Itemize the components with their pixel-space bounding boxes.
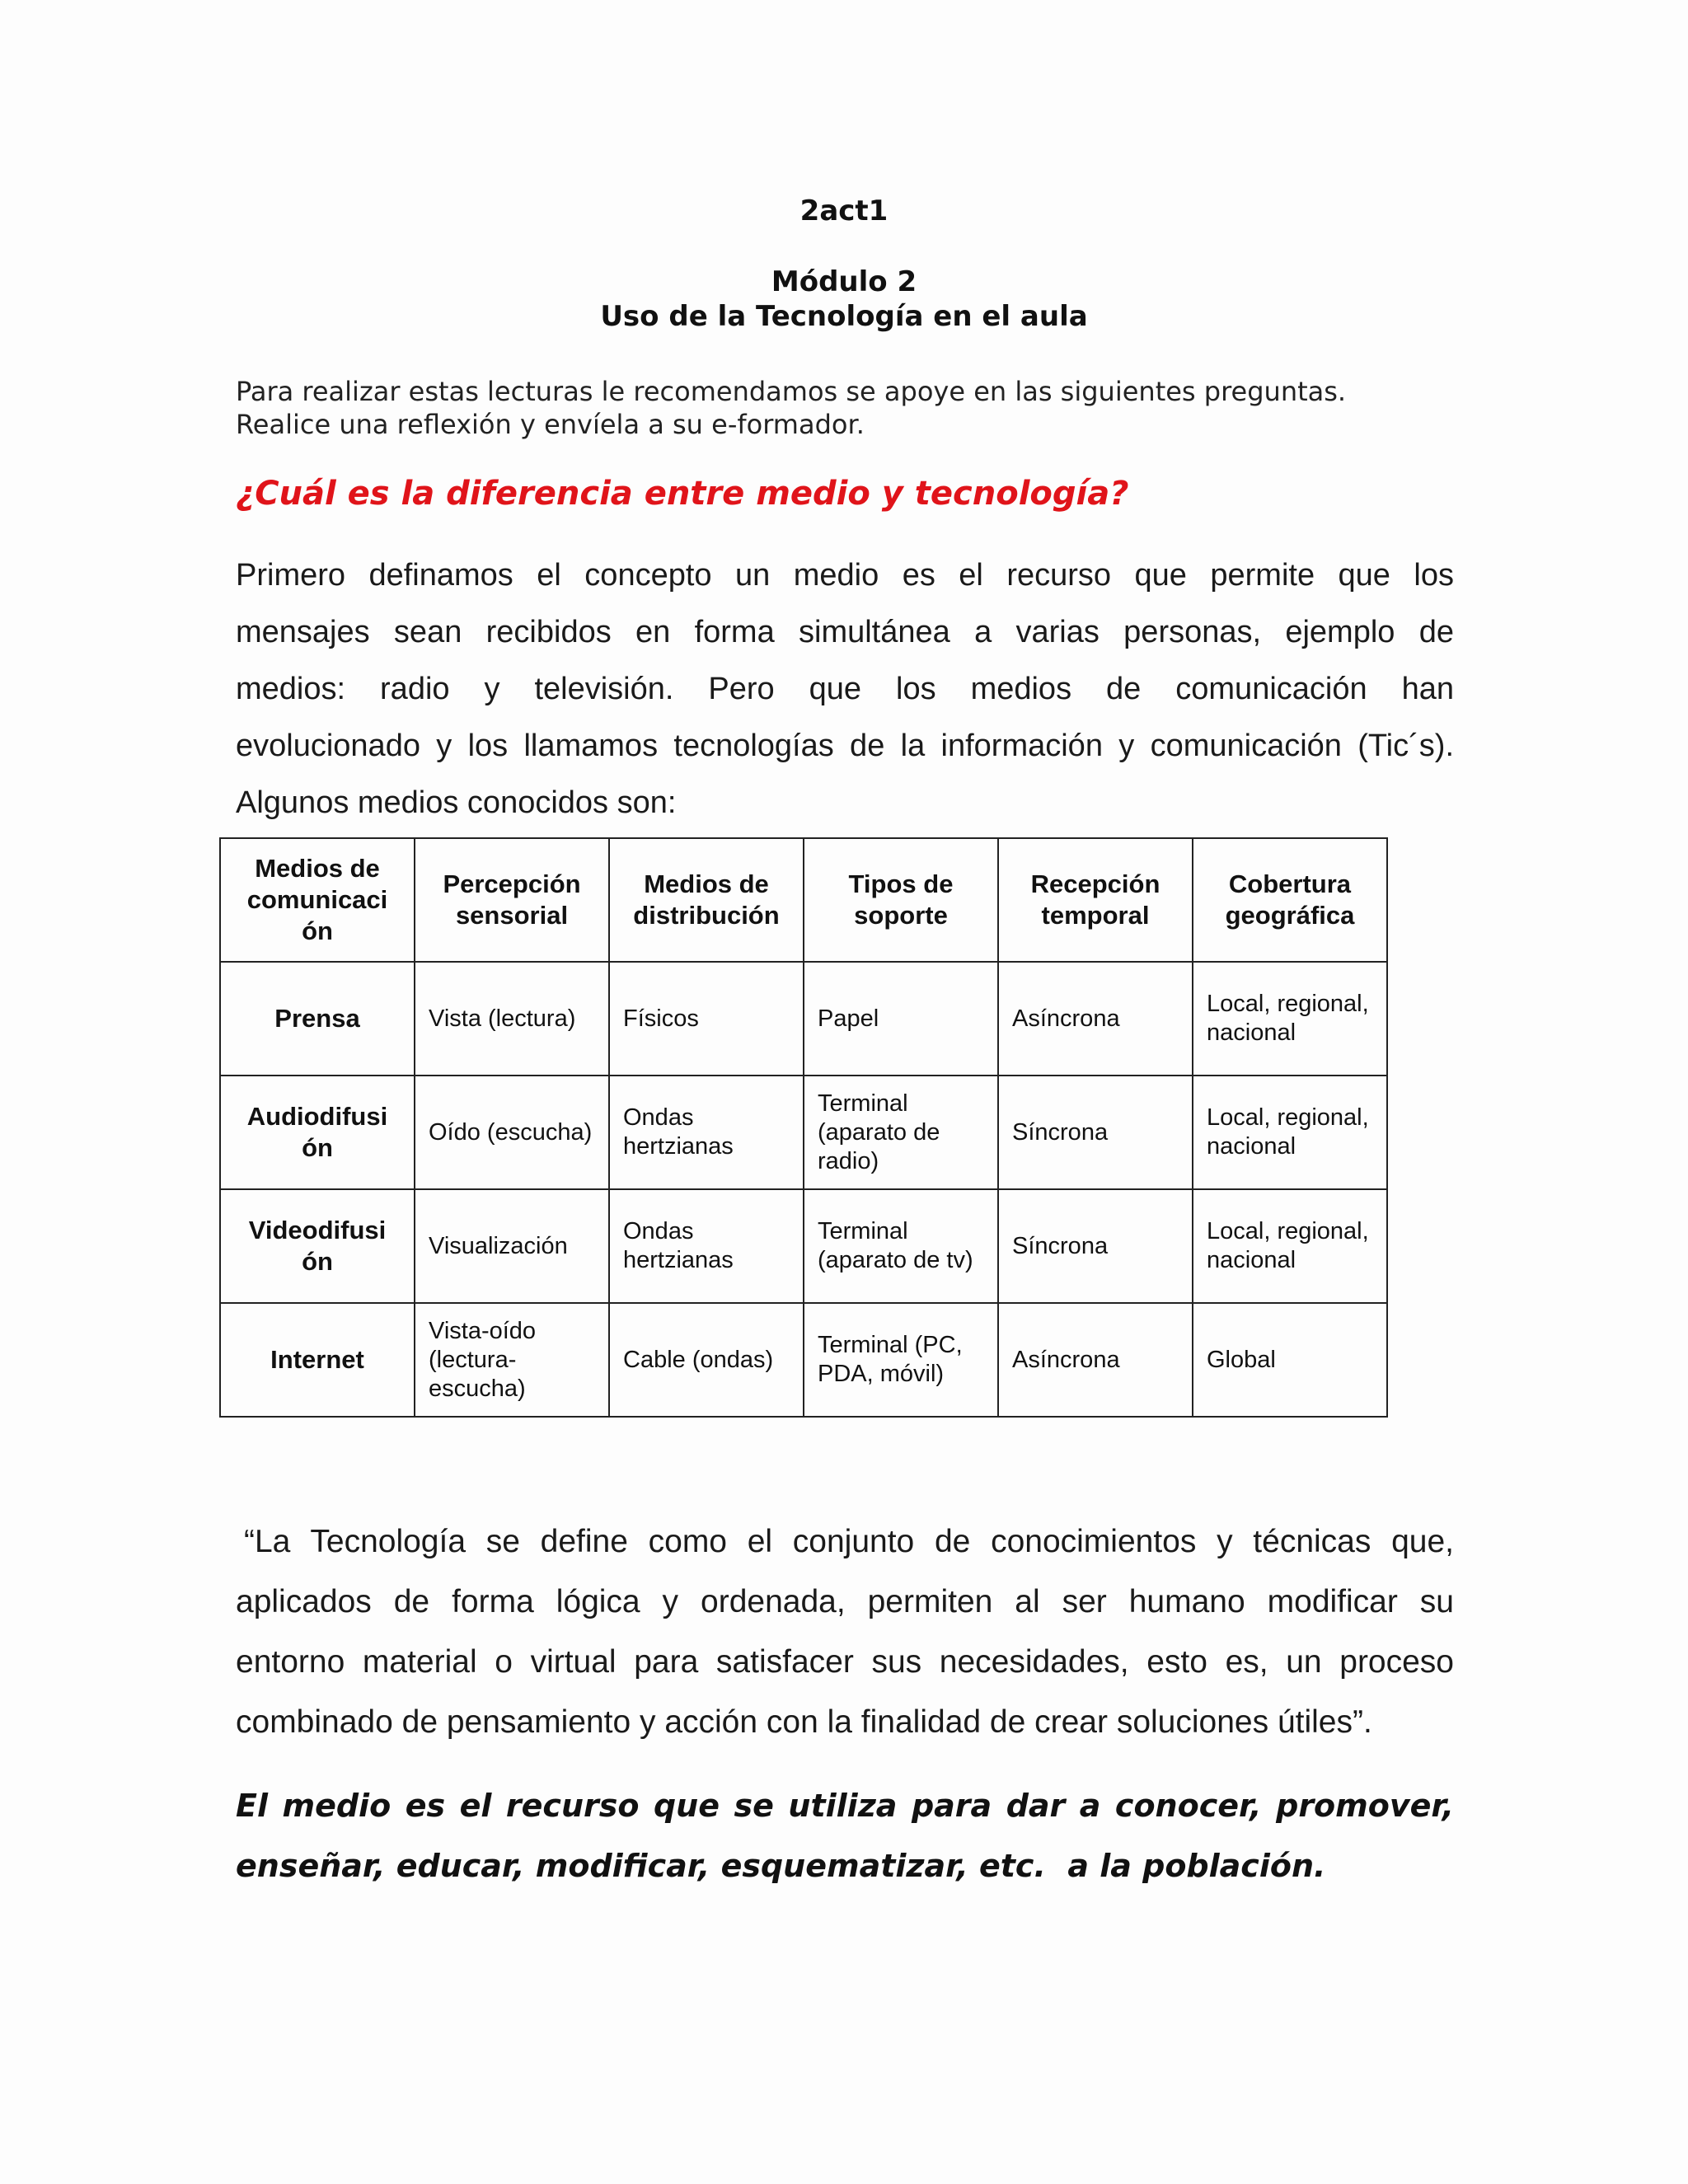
quote-line: combinado de pensamiento y acción con la finalidad de crear soluciones útiles”. — [236, 1704, 1372, 1740]
paragraph-line: Primero definamos el concepto un medio es el recurso que permite que los — [236, 558, 1454, 593]
question-heading: ¿Cuál es la diferencia entre medio y tecnología? — [236, 475, 1129, 513]
document-id: 2act1 — [799, 194, 889, 227]
table-header-row — [220, 838, 1387, 962]
table-cell: Terminal (aparato de tv) — [804, 1189, 998, 1303]
paragraph-line: mensajes sean recibidos en forma simultánea a varias personas, ejemplo de — [236, 615, 1454, 649]
table-cell: Local, regional, nacional — [1193, 962, 1387, 1076]
table-cell: Vista-oído (lectura- escucha) — [415, 1303, 609, 1417]
table-cell: Terminal (aparato de radio) — [804, 1076, 998, 1189]
column-header: Recepción temporal — [998, 838, 1193, 962]
table-cell: Global — [1193, 1303, 1387, 1417]
paragraph-line: evolucionado y los llamamos tecnologías de la información y comunicación (Tic´s). — [236, 729, 1454, 763]
table-cell: Asíncrona — [998, 962, 1193, 1076]
media-comparison-table — [219, 837, 1388, 1418]
paragraph-line: Algunos medios conocidos son: — [236, 785, 677, 820]
table-row — [220, 1189, 1387, 1303]
table-cell: Físicos — [609, 962, 804, 1076]
table-cell: Cable (ondas) — [609, 1303, 804, 1417]
table-cell: Visualización — [415, 1189, 609, 1303]
table-cell: Síncrona — [998, 1076, 1193, 1189]
quote-line: aplicados de forma lógica y ordenada, permiten al ser humano modificar su — [236, 1584, 1454, 1619]
conclusion-statement — [236, 1776, 1454, 1896]
column-header: Tipos de soporte — [804, 838, 998, 962]
module-number: Módulo 2 — [771, 265, 917, 298]
table-cell: Asíncrona — [998, 1303, 1193, 1417]
column-header: Medios de comunicaci ón — [220, 838, 415, 962]
table-cell: Local, regional, nacional — [1193, 1076, 1387, 1189]
table-cell: Oído (escucha) — [415, 1076, 609, 1189]
quote-line: entorno material o virtual para satisfacer sus necesidades, esto es, un proceso — [236, 1644, 1454, 1680]
intro-line: Realice una reflexión y envíela a su e-formador. — [236, 409, 865, 440]
conclusion-line: enseñar, educar, modificar, esquematizar, etc. a la población. — [236, 1848, 1326, 1884]
paragraph-line: medios: radio y televisión. Pero que los medios de comunicación han — [236, 672, 1454, 706]
conclusion-line: El medio es el recurso que se utiliza para dar a conocer, promover, — [236, 1788, 1454, 1824]
table-cell: Local, regional, nacional — [1193, 1189, 1387, 1303]
row-header-cell: Videodifusi ón — [220, 1189, 415, 1303]
table-cell: Ondas hertzianas — [609, 1189, 804, 1303]
quote-line: “La Tecnología se define como el conjunto de conocimientos y técnicas que, — [244, 1524, 1454, 1559]
technology-definition-quote — [236, 1511, 1454, 1752]
table-cell: Terminal (PC, PDA, móvil) — [804, 1303, 998, 1417]
table-cell: Síncrona — [998, 1189, 1193, 1303]
table-row — [220, 1303, 1387, 1417]
table-cell: Ondas hertzianas — [609, 1076, 804, 1189]
column-header: Cobertura geográfica — [1193, 838, 1387, 962]
table-cell: Papel — [804, 962, 998, 1076]
column-header: Percepción sensorial — [415, 838, 609, 962]
table-row — [220, 962, 1387, 1076]
column-header: Medios de distribución — [609, 838, 804, 962]
module-title: Uso de la Tecnología en el aula — [600, 300, 1088, 333]
row-header-cell: Audiodifusi ón — [220, 1076, 415, 1189]
table-row — [220, 1076, 1387, 1189]
table-cell: Vista (lectura) — [415, 962, 609, 1076]
intro-line: Para realizar estas lecturas le recomendamos se apoye en las siguientes preguntas. — [236, 376, 1347, 407]
definition-paragraph — [236, 547, 1454, 832]
row-header-cell: Prensa — [220, 962, 415, 1076]
row-header-cell: Internet — [220, 1303, 415, 1417]
